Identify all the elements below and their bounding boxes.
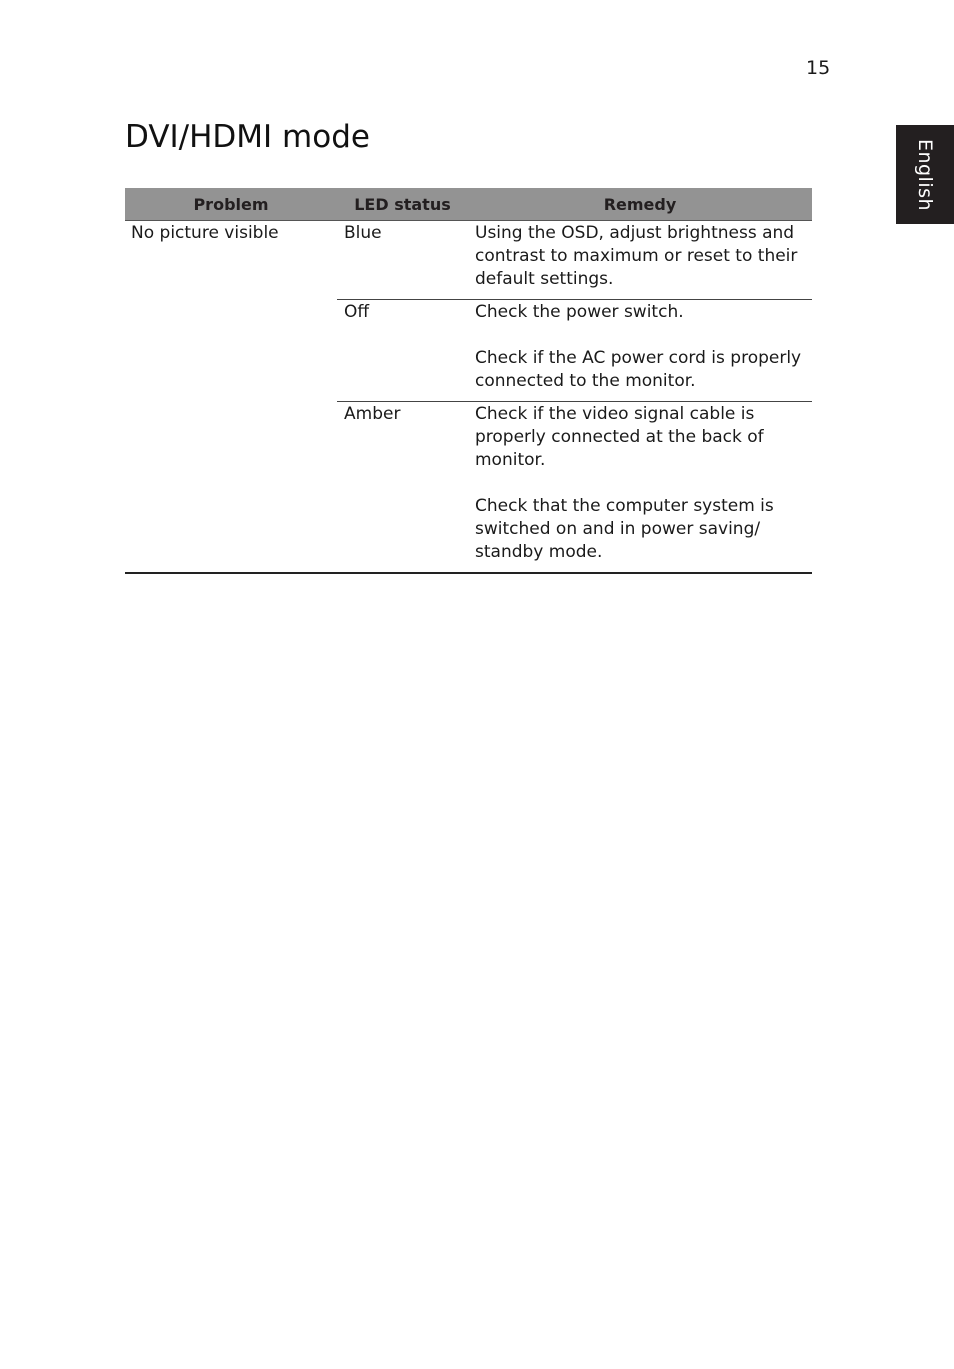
table-row (125, 221, 812, 300)
language-tab-label: English (914, 138, 936, 211)
header-led-status: LED status (337, 188, 468, 221)
remedy-text: Check that the computer system is switched on and in power saving/ standby mode. (475, 496, 774, 562)
led-status-cell: Off (337, 300, 468, 402)
remedy-cell (468, 221, 812, 300)
header-problem: Problem (125, 188, 337, 221)
remedy-text: Using the OSD, adjust brightness and contrast to maximum or reset to their default settings. (475, 223, 798, 289)
problem-cell: No picture visible (125, 221, 337, 574)
remedy-text: Check the power switch. (475, 302, 684, 322)
header-remedy: Remedy (468, 188, 812, 221)
led-status-cell: Amber (337, 402, 468, 574)
page-number: 15 (806, 57, 831, 79)
page-title: DVI/HDMI mode (125, 119, 370, 155)
remedy-cell (468, 300, 812, 402)
remedy-text: Check if the video signal cable is properly connected at the back of monitor. (475, 404, 764, 470)
led-status-cell: Blue (337, 221, 468, 300)
remedy-text: Check if the AC power cord is properly connected to the monitor. (475, 348, 802, 391)
language-tab (896, 125, 954, 224)
table-header-row (125, 188, 812, 221)
remedy-cell (468, 402, 812, 574)
troubleshooting-table (125, 188, 812, 574)
